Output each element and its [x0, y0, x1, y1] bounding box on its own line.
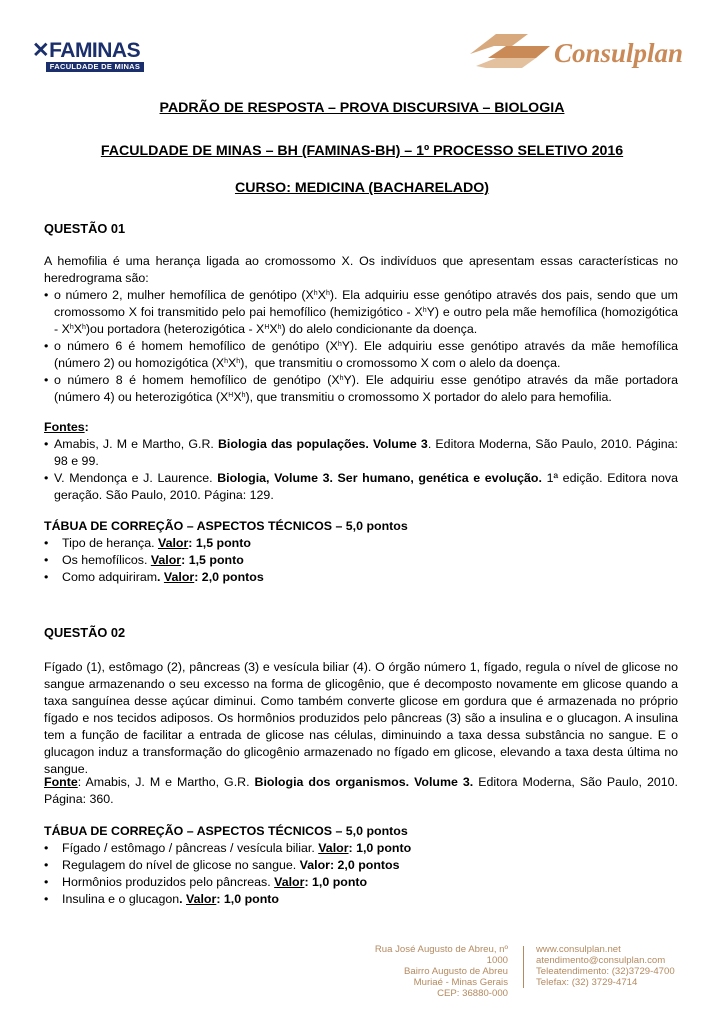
question-01-title: QUESTÃO 01 — [44, 221, 126, 236]
footer-contact — [536, 944, 706, 988]
criteria-item: • Insulina e o glucagon. Valor: 1,0 ponto — [44, 891, 678, 908]
footer-phone: Teleatendimento: (32)3729-4700 — [536, 966, 675, 977]
criteria-list — [44, 535, 678, 586]
page-title: PADRÃO DE RESPOSTA – PROVA DISCURSIVA – BIOLOGIA — [159, 100, 565, 116]
faminas-x-icon: ✕ — [32, 39, 50, 62]
footer-divider — [523, 946, 524, 988]
source-item: • Amabis, J. M e Martho, G.R. Biologia das populações. Volume 3. Editora Moderna, São Paulo, 2010. Página: 98 e 99. — [44, 436, 678, 470]
consulplan-wordmark: Consulplan — [554, 38, 684, 68]
criteria-item: • Hormônios produzidos pelo pâncreas. Valor: 1,0 ponto — [44, 874, 678, 891]
list-item: • o número 6 é homem hemofílico de genótipo $(X^hY)$. Ele adquiriu esse genótipo através da mãe hemofílica (número 2) ou homozigótica $(X^hX^h)$, que transmitiu o cromossomo X com o alelo da doença. — [44, 338, 678, 372]
footer-email: atendimento@consulplan.com — [536, 955, 666, 966]
question-01-intro: A hemofilia é uma herança ligada ao cromossomo X. Os indivíduos que apresentam essas características no heredrograma são: — [44, 254, 678, 285]
criteria-item: • Como adquiriram. Valor: 2,0 pontos — [44, 569, 678, 586]
footer-fax: Telefax: (32) 3729-4714 — [536, 977, 638, 988]
correction-table-01 — [44, 518, 678, 586]
criteria-item: • Regulagem do nível de glicose no sangue. Valor: 2,0 pontos — [44, 857, 678, 874]
faminas-logo-subtitle: FACULDADE DE MINAS — [46, 62, 144, 72]
list-item: • o número 2, mulher hemofílica de genótipo $(X^hX^h)$. Ela adquiriu esse genótipo através dos pais, sendo que um cromossomo X foi transmitido pelo pai hemofílico (hemizigótico - $X^hY$) e outro pela mãe hemofílica (homozigótica - $X^hX^h)ou$ portadora (heterozigótica - $X^HX^h$) do alelo condicionante da doença. — [44, 287, 678, 338]
footer-website: www.consulplan.net — [536, 944, 621, 955]
question-01-answer — [44, 253, 678, 406]
correction-table-title: TÁBUA DE CORREÇÃO – ASPECTOS TÉCNICOS – 5,0 pontos — [44, 519, 408, 533]
sources-block: Fontes: • Amabis, J. M e Martho, G.R. Biologia das populações. Volume 3. Editora Moderna, São Paulo, 2010. Página: 98 e 99. • V. Mendonça e J. Laurence. Biologia, Volume 3. Ser humano, genética e evolução. 1ª edição. Editora nova geração. São Paulo, 2010. Página: 129. — [44, 419, 678, 504]
correction-table-02 — [44, 823, 678, 908]
source-item: • V. Mendonça e J. Laurence. Biologia, Volume 3. Ser humano, genética e evolução. 1ª edição. Editora nova geração. São Paulo, 2010. Página: 129. — [44, 470, 678, 504]
list-item: • o número 8 é homem hemofílico de genótipo $(X^hY)$. Ele adquiriu esse genótipo através da mãe portadora (número 4) ou heterozigótica $(X^HX^h)$, que transmitiu o cromossomo X portador do alelo para hemofilia. — [44, 372, 678, 406]
criteria-list — [44, 840, 678, 908]
sources-list — [44, 436, 678, 504]
criteria-item: • Tipo de herança. Valor: 1,5 ponto — [44, 535, 678, 552]
faminas-logo — [32, 40, 144, 76]
correction-table-title: TÁBUA DE CORREÇÃO – ASPECTOS TÉCNICOS – 5,0 pontos — [44, 824, 408, 838]
consulplan-emblem-icon — [466, 28, 552, 72]
question-02-source: Fonte: Amabis, J. M e Martho, G.R. Biologia dos organismos. Volume 3. Editora Moderna, São Paulo, 2010. Página: 360. — [44, 775, 678, 806]
faminas-logo-mark: ✕FAMINAS — [32, 39, 141, 62]
question-02-answer: Fígado (1), estômago (2), pâncreas (3) e vesícula biliar (4). O órgão número 1, fígado, regula o nível de glicose no sangue armazenando o seu excesso na forma de glicogênio, que é decomposto novamente em glicose quando a taxa sanguínea desse açúcar diminui. Como também converte glicose em gordura que é armazenada no próprio fígado e nos tecidos adiposos. Os hormônios produzidos pelo pâncreas (3) são a insulina e o glucagon. A insulina tem a função de facilitar a entrada de glicose nas células, diminuindo a taxa dessa substância no sangue. E o glucagon induz a transformação do glicogênio armazenado no fígado em glicose, elevando a taxa desta última no sangue. — [44, 660, 678, 776]
criteria-item: • Fígado / estômago / pâncreas / vesícula biliar. Valor: 1,0 ponto — [44, 840, 678, 857]
sources-label: Fontes — [44, 420, 85, 434]
criteria-item: • Os hemofílicos. Valor: 1,5 ponto — [44, 552, 678, 569]
course-title: CURSO: MEDICINA (BACHARELADO) — [234, 180, 490, 196]
footer-address: Rua José Augusto de Abreu, nº 1000 Bairro Augusto de Abreu Muriaé - Minas Gerais CEP: 36880-000 — [374, 944, 508, 999]
individuals-list — [44, 287, 678, 406]
question-02-title: QUESTÃO 02 — [44, 625, 126, 640]
consulplan-logo — [466, 28, 702, 72]
institution-title: FACULDADE DE MINAS – BH (FAMINAS-BH) – 1º PROCESSO SELETIVO 2016 — [100, 143, 624, 159]
